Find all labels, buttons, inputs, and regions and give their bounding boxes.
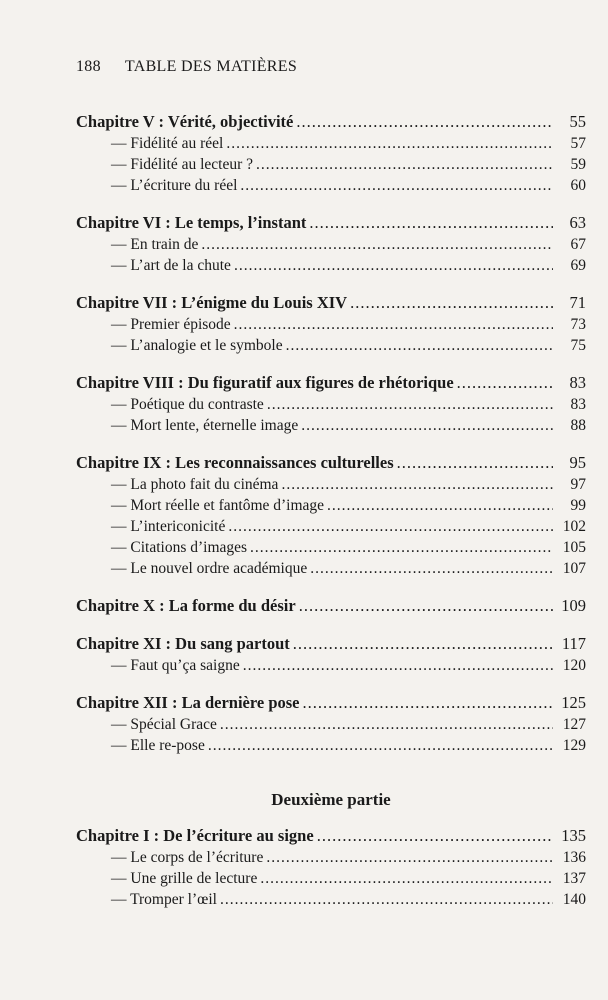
chapter-entry <box>76 291 586 314</box>
sub-entry <box>76 175 586 196</box>
entry-page-number: 71 <box>569 293 586 312</box>
dot-leader <box>293 632 553 655</box>
sub-title: — L’art de la chute <box>111 257 231 274</box>
sub-title: — L’analogie et le symbole <box>111 337 283 354</box>
chapter-title: Chapitre VI : Le temps, l’instant <box>76 213 307 232</box>
entry-page-number: 105 <box>562 539 586 556</box>
dot-leader <box>310 558 553 579</box>
sub-title: — L’intericonicité <box>111 518 226 535</box>
table-of-contents <box>76 110 586 925</box>
dot-leader <box>309 211 553 234</box>
sub-entry <box>76 495 586 516</box>
sub-entry <box>76 314 586 335</box>
dot-leader <box>220 714 553 735</box>
sub-entry <box>76 537 586 558</box>
entry-page-number: 88 <box>570 417 586 434</box>
dot-leader <box>266 847 553 868</box>
chapter-entry <box>76 211 586 234</box>
chapter-entry <box>76 110 586 133</box>
entry-page-number: 135 <box>561 826 586 845</box>
sub-title: — Le corps de l’écriture <box>111 849 264 866</box>
toc-section <box>76 824 586 910</box>
dot-leader <box>317 824 553 847</box>
entry-page-number: 63 <box>569 213 586 232</box>
sub-title: — Le nouvel ordre académique <box>111 560 308 577</box>
dot-leader <box>301 415 553 436</box>
dot-leader <box>240 175 553 196</box>
sub-entry <box>76 394 586 415</box>
chapter-entry <box>76 371 586 394</box>
sub-title: — Poétique du contraste <box>111 396 264 413</box>
running-title: TABLE DES MATIÈRES <box>124 58 298 75</box>
dot-leader <box>234 255 553 276</box>
sub-entry <box>76 868 586 889</box>
toc-section <box>76 371 586 436</box>
entry-page-number: 57 <box>570 135 586 152</box>
sub-entry <box>76 255 586 276</box>
toc-section <box>76 110 586 196</box>
sub-title: — Spécial Grace <box>111 716 217 733</box>
sub-title: — Tromper l’œil <box>111 891 217 908</box>
toc-section <box>76 691 586 756</box>
sub-title: — Fidélité au lecteur ? <box>111 156 254 173</box>
entry-page-number: 140 <box>562 891 586 908</box>
page-header <box>76 58 297 76</box>
dot-leader <box>457 371 553 394</box>
dot-leader <box>226 133 553 154</box>
dot-leader <box>201 234 553 255</box>
sub-title: — Faut qu’ça saigne <box>111 657 240 674</box>
dot-leader <box>397 451 553 474</box>
chapter-title: Chapitre V : Vérité, objectivité <box>76 112 294 131</box>
entry-page-number: 75 <box>570 337 586 354</box>
chapter-title: Chapitre XI : Du sang partout <box>76 634 290 653</box>
entry-page-number: 95 <box>569 453 586 472</box>
entry-page-number: 107 <box>562 560 586 577</box>
sub-title: — Elle re-pose <box>111 737 205 754</box>
dot-leader <box>220 889 553 910</box>
sub-entry <box>76 133 586 154</box>
entry-page-number: 60 <box>570 177 586 194</box>
entry-page-number: 137 <box>562 870 586 887</box>
sub-entry <box>76 335 586 356</box>
entry-page-number: 109 <box>561 596 586 615</box>
sub-entry <box>76 714 586 735</box>
entry-page-number: 73 <box>570 316 586 333</box>
entry-page-number: 136 <box>562 849 586 866</box>
entry-page-number: 59 <box>570 156 586 173</box>
entry-page-number: 83 <box>570 396 586 413</box>
sub-entry <box>76 415 586 436</box>
entry-page-number: 127 <box>562 716 586 733</box>
dot-leader <box>299 594 553 617</box>
chapter-title: Chapitre I : De l’écriture au signe <box>76 826 314 845</box>
sub-title: — Mort réelle et fantôme d’image <box>111 497 325 514</box>
entry-page-number: 117 <box>561 634 586 653</box>
sub-title: — Mort lente, éternelle image <box>111 417 299 434</box>
sub-title: — En train de <box>111 236 199 253</box>
chapter-entry <box>76 594 586 617</box>
dot-leader <box>208 735 553 756</box>
entry-page-number: 99 <box>570 497 586 514</box>
entry-page-number: 102 <box>562 518 586 535</box>
entry-page-number: 97 <box>570 476 586 493</box>
dot-leader <box>303 691 553 714</box>
sub-entry <box>76 889 586 910</box>
chapter-title: Chapitre IX : Les reconnaissances culturelles <box>76 453 394 472</box>
toc-section <box>76 594 586 617</box>
page-number: 188 <box>76 58 101 75</box>
dot-leader <box>228 516 553 537</box>
entry-page-number: 83 <box>569 373 586 392</box>
dot-leader <box>296 110 553 133</box>
part-heading: Deuxième partie <box>271 790 391 809</box>
sub-entry <box>76 516 586 537</box>
sub-title: — Une grille de lecture <box>111 870 258 887</box>
dot-leader <box>243 655 553 676</box>
sub-entry <box>76 735 586 756</box>
entry-page-number: 67 <box>570 236 586 253</box>
entry-page-number: 125 <box>561 693 586 712</box>
sub-title: — La photo fait du cinéma <box>111 476 279 493</box>
toc-section <box>76 632 586 676</box>
dot-leader <box>267 394 553 415</box>
dot-leader <box>286 335 553 356</box>
sub-title: — Premier épisode <box>111 316 231 333</box>
chapter-entry <box>76 824 586 847</box>
chapter-title: Chapitre VII : L’énigme du Louis XIV <box>76 293 348 312</box>
entry-page-number: 120 <box>562 657 586 674</box>
toc-section <box>76 291 586 356</box>
toc-section <box>76 451 586 579</box>
entry-page-number: 55 <box>569 112 586 131</box>
dot-leader <box>234 314 553 335</box>
sub-entry <box>76 154 586 175</box>
sub-entry <box>76 558 586 579</box>
chapter-entry <box>76 632 586 655</box>
sub-entry <box>76 234 586 255</box>
entry-page-number: 69 <box>570 257 586 274</box>
sub-entry <box>76 474 586 495</box>
toc-section <box>76 211 586 276</box>
chapter-entry <box>76 451 586 474</box>
chapter-title: Chapitre VIII : Du figuratif aux figures de rhétorique <box>76 373 454 392</box>
sub-title: — L’écriture du réel <box>111 177 238 194</box>
sub-title: — Fidélité au réel <box>111 135 224 152</box>
chapter-entry <box>76 691 586 714</box>
dot-leader <box>260 868 553 889</box>
sub-entry <box>76 847 586 868</box>
dot-leader <box>256 154 553 175</box>
dot-leader <box>327 495 553 516</box>
chapter-title: Chapitre XII : La dernière pose <box>76 693 300 712</box>
chapter-title: Chapitre X : La forme du désir <box>76 596 296 615</box>
dot-leader <box>350 291 553 314</box>
sub-title: — Citations d’images <box>111 539 248 556</box>
sub-entry <box>76 655 586 676</box>
dot-leader <box>281 474 553 495</box>
dot-leader <box>250 537 553 558</box>
entry-page-number: 129 <box>562 737 586 754</box>
